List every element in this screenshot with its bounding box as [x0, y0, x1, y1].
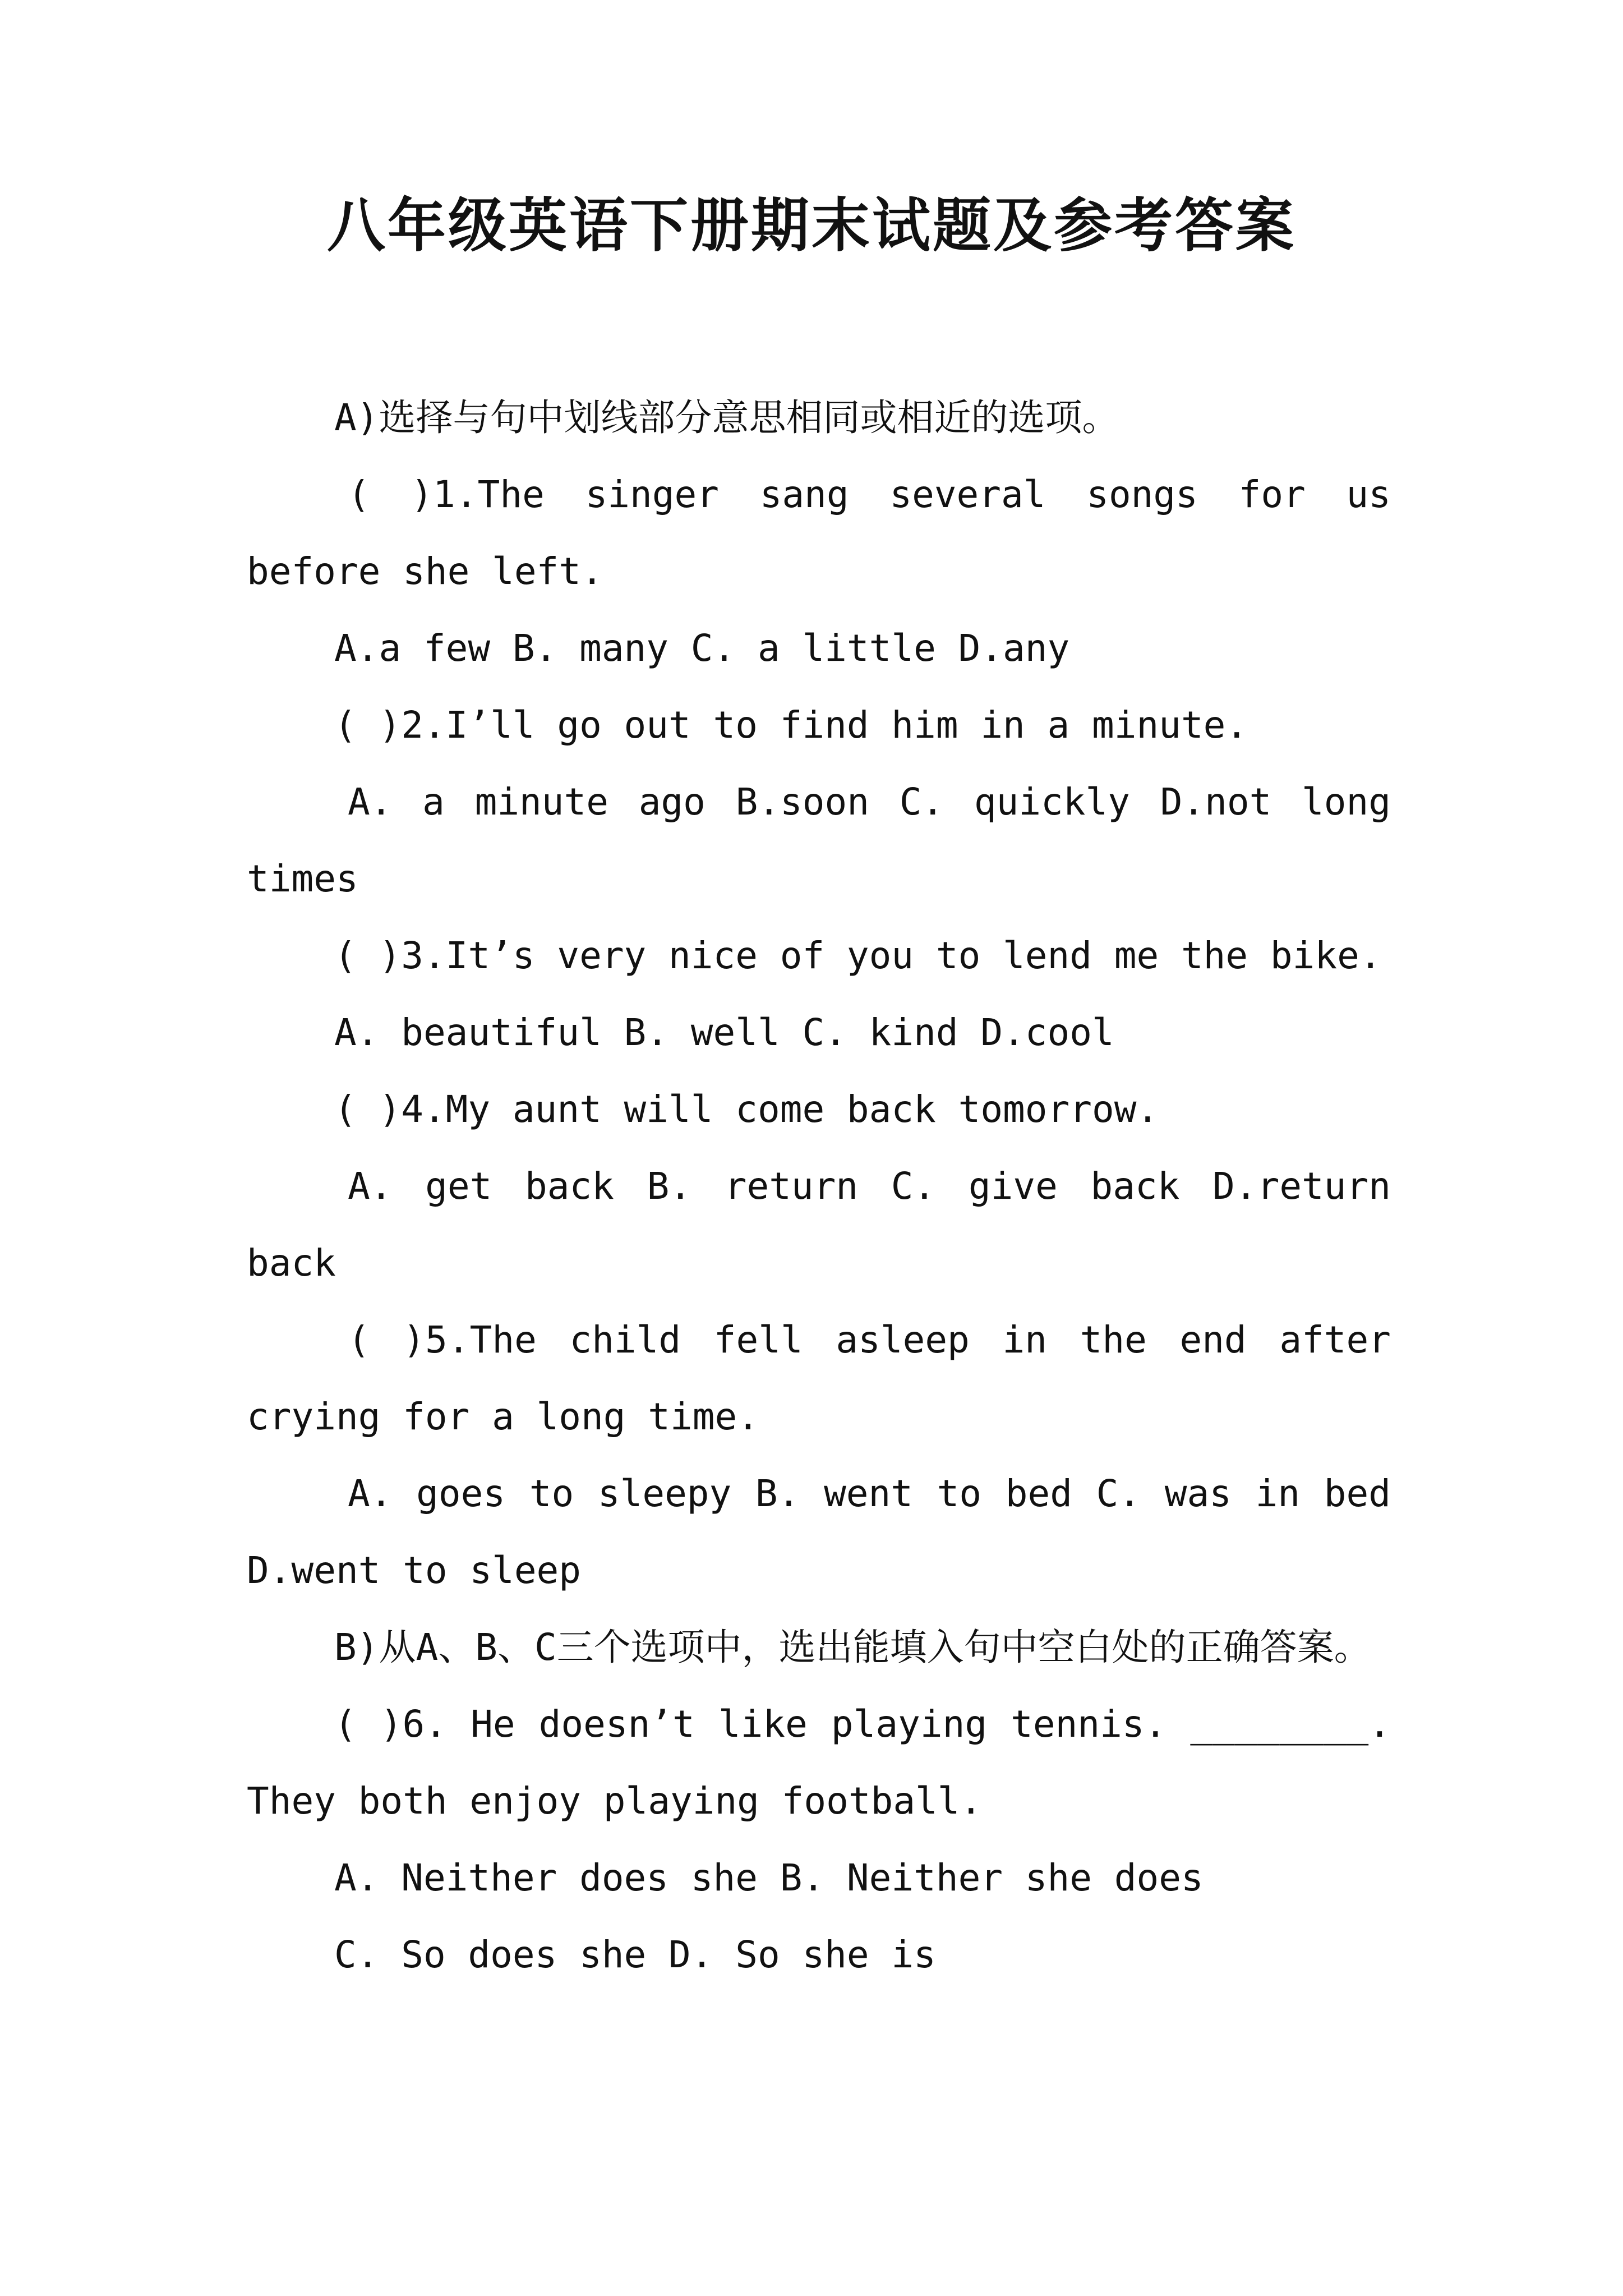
- document-body: [247, 379, 1391, 1993]
- question-2: ( )2.I’ll go out to find him in a minute.: [334, 703, 1248, 747]
- question-3: ( )3.It’s very nice of you to lend me the bike.: [334, 934, 1382, 977]
- question-1: ( )1.The singer sang several songs for us before she left.: [247, 473, 1391, 593]
- question-6: ( )6. He doesn’t like playing tennis. ________. They both enjoy playing football.: [247, 1703, 1391, 1823]
- question-6-options-cd: C. So does she D. So she is: [334, 1933, 936, 1976]
- question-2-options: A. a minute ago B.soon C. quickly D.not long times: [247, 780, 1391, 900]
- question-5-options: A. goes to sleepy B. went to bed C. was in bed D.went to sleep: [247, 1472, 1391, 1592]
- question-4-options: A. get back B. return C. give back D.return back: [247, 1165, 1391, 1285]
- question-1-options: A.a few B. many C. a little D.any: [334, 627, 1070, 670]
- question-4: ( )4.My aunt will come back tomorrow.: [334, 1088, 1159, 1131]
- question-6-options-ab: A. Neither does she B. Neither she does: [334, 1856, 1204, 1899]
- question-3-options: A. beautiful B. well C. kind D.cool: [334, 1011, 1114, 1054]
- question-5: ( )5.The child fell asleep in the end after crying for a long time.: [247, 1318, 1391, 1438]
- section-b-heading: B)从A、B、C三个选项中，选出能填入句中空白处的正确答案。: [334, 1626, 1371, 1669]
- document-title: 八年级英语下册期末试题及参考答案: [326, 191, 1296, 260]
- section-a-heading: A)选择与句中划线部分意思相同或相近的选项。: [334, 396, 1119, 439]
